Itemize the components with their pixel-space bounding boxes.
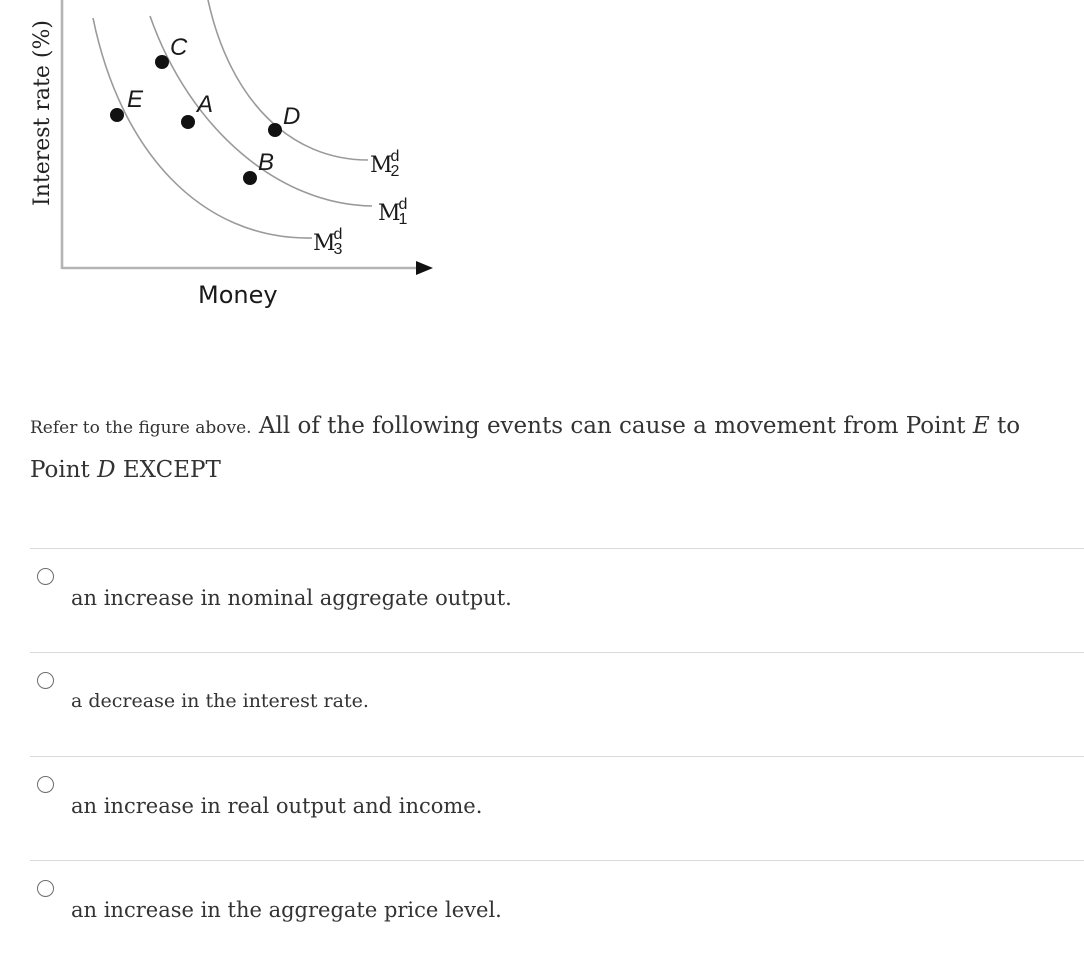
point-c-label: C [170, 34, 188, 61]
x-axis-arrow-icon [416, 261, 433, 275]
curve-m3-label: Md 3 [313, 226, 343, 258]
answer-option-label: an increase in real output and income. [71, 794, 483, 818]
answer-option-label: an increase in nominal aggregate output. [71, 586, 512, 610]
answer-option-label: a decrease in the interest rate. [71, 690, 369, 712]
question-body-2: to Point [30, 413, 1021, 483]
radio-button[interactable] [37, 880, 54, 897]
radio-button[interactable] [37, 672, 54, 689]
answer-option-4[interactable] [30, 860, 1084, 964]
point-b-label: B [258, 149, 275, 176]
radio-button[interactable] [37, 568, 54, 585]
point-e-marker [110, 108, 124, 122]
point-b-marker [243, 171, 257, 185]
question-body-1: All of the following events can cause a movement from Point [258, 413, 966, 439]
question-body-3: EXCEPT [122, 457, 221, 483]
point-a-label: A [197, 91, 214, 118]
curve-m2-label: Md 2 [370, 148, 400, 180]
answer-option-3[interactable] [30, 756, 1084, 860]
point-e-label: E [127, 86, 144, 113]
y-axis-label: Interest rate (%) [30, 20, 55, 206]
question-point-from: E [972, 413, 990, 439]
curve-m2 [208, 0, 368, 160]
question-text [30, 405, 1060, 491]
answer-option-2[interactable] [30, 652, 1084, 756]
curve-m1-label: Md 1 [378, 196, 408, 228]
answer-option-label: an increase in the aggregate price level. [71, 898, 502, 922]
radio-button[interactable] [37, 776, 54, 793]
answer-option-1[interactable] [30, 548, 1084, 652]
question-preamble: Refer to the figure above. [30, 418, 252, 438]
point-c-marker [155, 55, 169, 69]
question-point-to: D [97, 457, 116, 483]
point-d-marker [268, 123, 282, 137]
money-demand-figure [0, 0, 450, 330]
point-a-marker [181, 115, 195, 129]
x-axis-label: Money [198, 281, 278, 309]
point-d-label: D [283, 103, 301, 130]
